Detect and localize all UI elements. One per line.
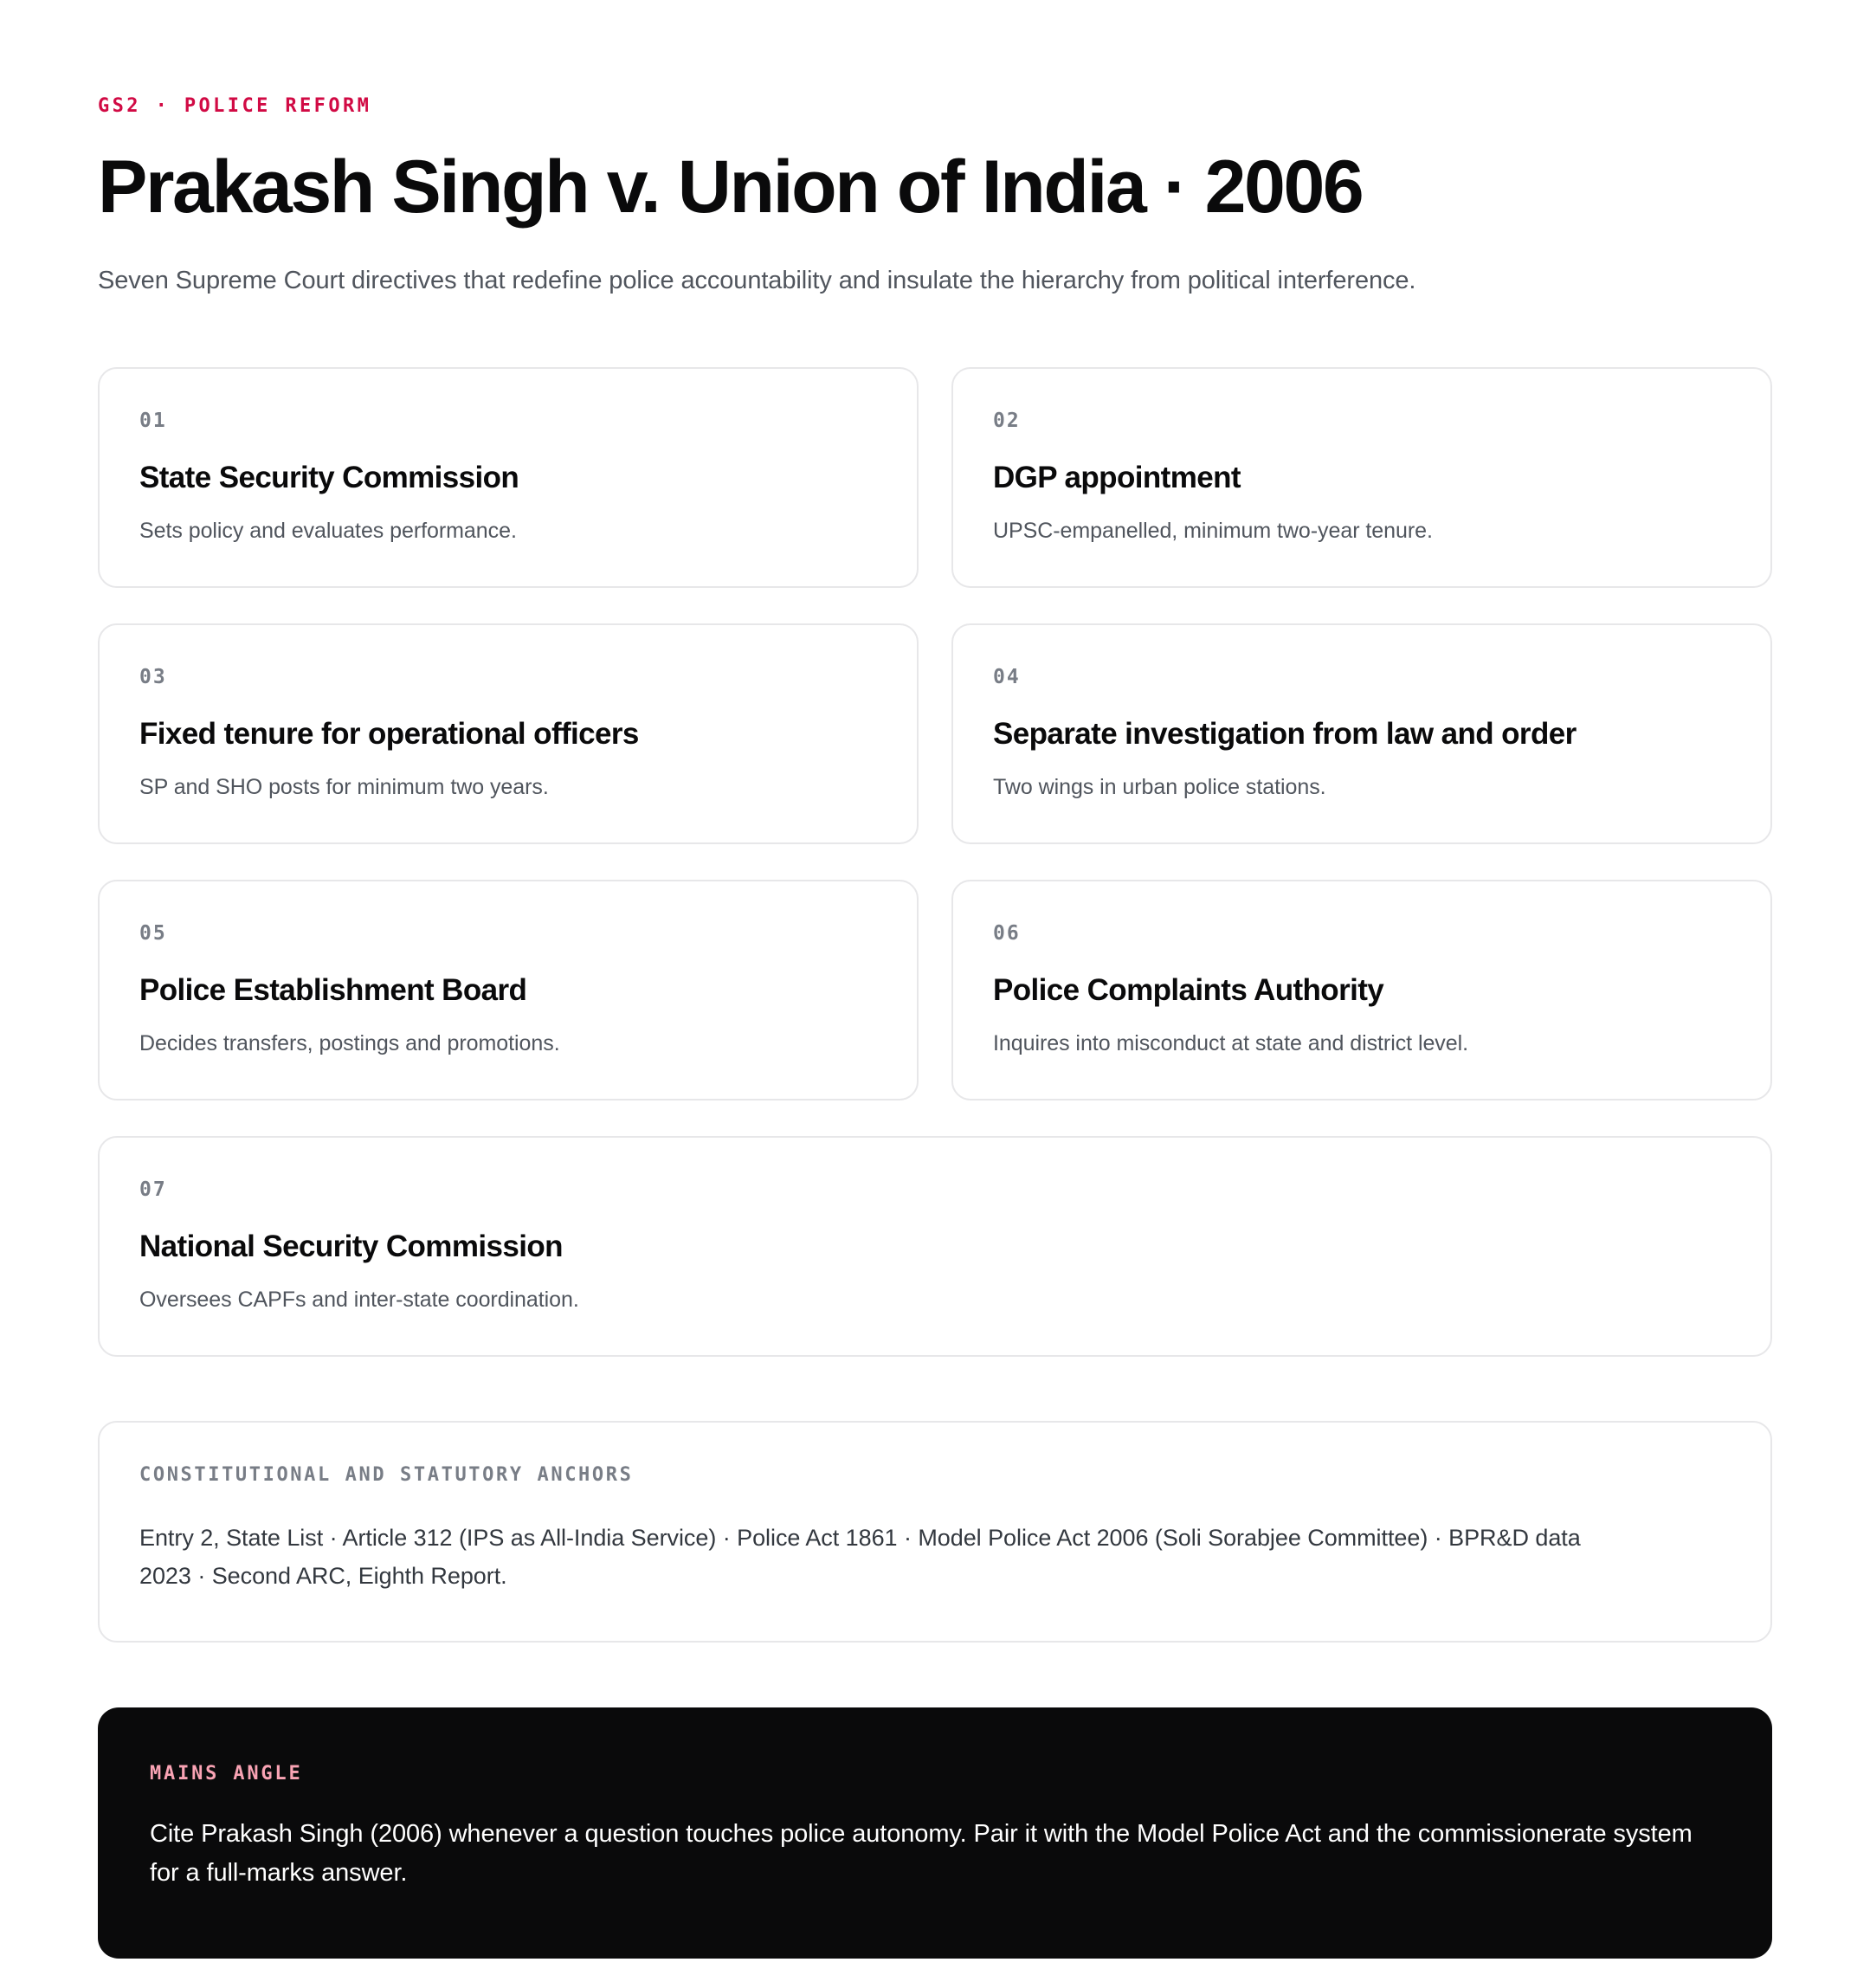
directive-number: 05 bbox=[139, 922, 167, 946]
directive-description: SP and SHO posts for minimum two years. bbox=[139, 775, 549, 800]
directive-description: Sets policy and evaluates performance. bbox=[139, 519, 517, 544]
directive-title: Separate investigation from law and order bbox=[993, 717, 1577, 752]
directive-number: 07 bbox=[139, 1178, 167, 1202]
eyebrow-label: GS2 · POLICE REFORM bbox=[98, 95, 372, 117]
directive-number: 03 bbox=[139, 666, 167, 689]
anchors-body: Entry 2, State List · Article 312 (IPS as All-India Service) · Police Act 1861 · Model Police Act 2006 (Soli Sorabjee Committee) · BPR&D data 2023 · Second ARC, Eighth Report. bbox=[139, 1525, 1581, 1590]
directive-title: Fixed tenure for operational officers bbox=[139, 717, 639, 752]
page-title: Prakash Singh v. Union of India · 2006 bbox=[98, 145, 1363, 229]
directive-title: Police Establishment Board bbox=[139, 973, 527, 1008]
directive-description: Decides transfers, postings and promotions. bbox=[139, 1031, 560, 1056]
anchors-panel bbox=[98, 1421, 1772, 1642]
directive-number: 04 bbox=[993, 666, 1021, 689]
directive-description: UPSC-empanelled, minimum two-year tenure. bbox=[993, 519, 1433, 544]
directive-card[interactable] bbox=[951, 367, 1772, 588]
mains-angle-callout bbox=[98, 1707, 1772, 1959]
directive-number: 06 bbox=[993, 922, 1021, 946]
directive-title: Police Complaints Authority bbox=[993, 973, 1384, 1008]
directive-card[interactable] bbox=[98, 623, 919, 844]
directive-description: Two wings in urban police stations. bbox=[993, 775, 1326, 800]
directive-card[interactable] bbox=[98, 1136, 1772, 1357]
directive-card[interactable] bbox=[98, 880, 919, 1100]
anchors-label: CONSTITUTIONAL AND STATUTORY ANCHORS bbox=[139, 1464, 634, 1487]
directive-title: State Security Commission bbox=[139, 461, 519, 495]
directive-description: Oversees CAPFs and inter-state coordination. bbox=[139, 1288, 579, 1313]
page-header bbox=[98, 0, 1772, 299]
page-subtitle: Seven Supreme Court directives that redefine police accountability and insulate the hierarchy from political interference. bbox=[98, 267, 1416, 295]
directive-title: National Security Commission bbox=[139, 1230, 563, 1264]
directive-number: 02 bbox=[993, 410, 1021, 433]
directive-card[interactable] bbox=[951, 623, 1772, 844]
mains-angle-label: MAINS ANGLE bbox=[150, 1762, 303, 1785]
directive-description: Inquires into misconduct at state and district level. bbox=[993, 1031, 1469, 1056]
directive-title: DGP appointment bbox=[993, 461, 1241, 495]
directives-grid bbox=[98, 367, 1772, 1357]
directive-number: 01 bbox=[139, 410, 167, 433]
mains-angle-body: Cite Prakash Singh (2006) whenever a question touches police autonomy. Pair it with the Model Police Act and the commissionerate system for a full-marks answer. bbox=[150, 1819, 1693, 1888]
directive-card[interactable] bbox=[98, 367, 919, 588]
directive-card[interactable] bbox=[951, 880, 1772, 1100]
